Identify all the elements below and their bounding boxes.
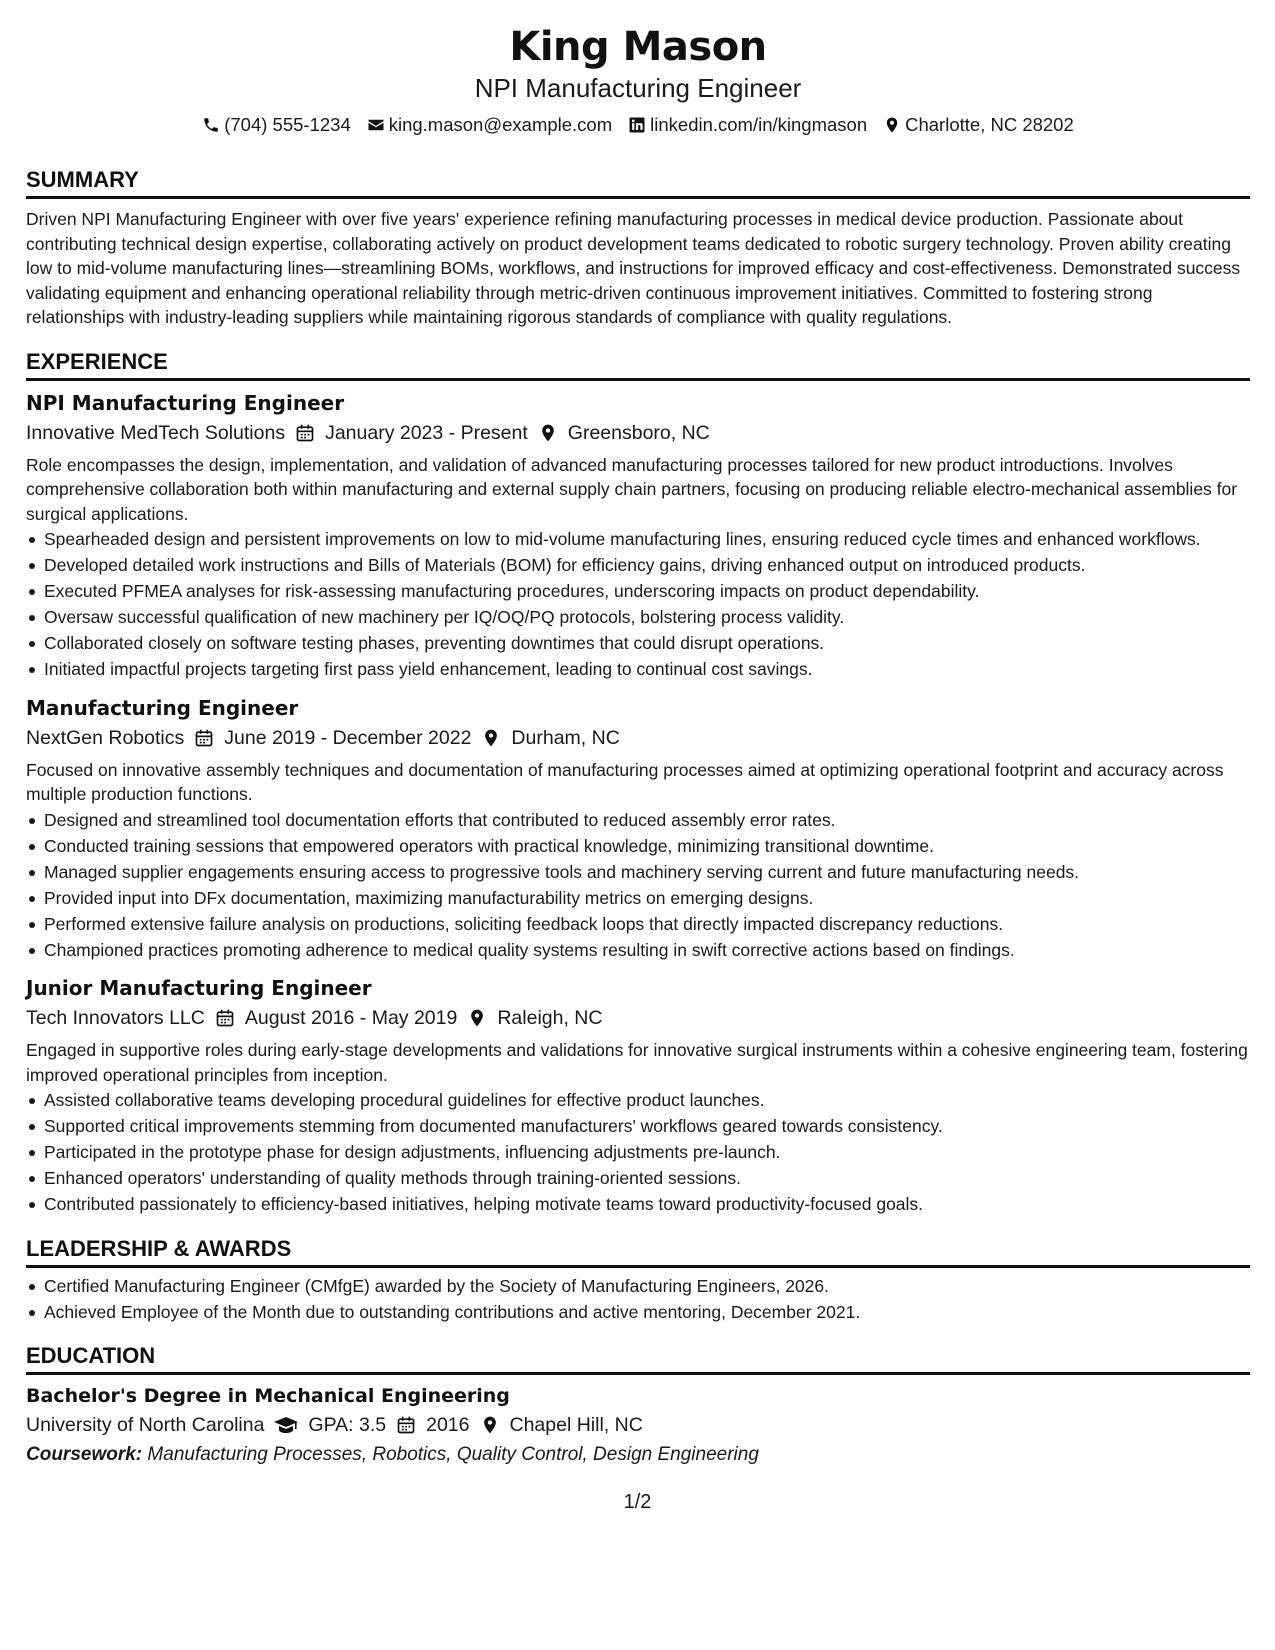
coursework-text: Manufacturing Processes, Robotics, Quality Control, Design Engineering [147,1444,759,1465]
list-item: Collaborated closely on software testing phases, preventing downtimes that could disrupt operations. [26,631,1250,656]
awards-heading: LEADERSHIP & AWARDS [26,1235,1250,1268]
awards-list [26,1274,1250,1325]
company-name: Innovative MedTech Solutions [26,421,286,444]
job-description: Focused on innovative assembly techniques and documentation of manufacturing processes aimed at optimizing operational footprint and accuracy across multiple production functions. [26,759,1224,804]
resume-page [26,22,1250,1469]
job-bullets [26,527,1250,682]
list-item: Spearheaded design and persistent improvements on low to mid-volume manufacturing lines, ensuring reduced cycle times and enhanced workflows. [26,527,1250,552]
degree-title: Bachelor's Degree in Mechanical Engineering [26,1385,510,1407]
resume-header [26,22,1250,136]
linkedin-text: linkedin.com/in/kingmason [650,114,868,135]
list-item: Managed supplier engagements ensuring access to progressive tools and machinery serving current and future manufacturing needs. [26,860,1250,885]
list-item: Performed extensive failure analysis on productions, soliciting feedback loops that directly impacted discrepancy reductions. [26,912,1250,937]
education-meta [26,1411,1250,1439]
map-marker-icon [481,728,501,748]
summary-heading: SUMMARY [26,166,1250,199]
job-entry [26,974,1250,1217]
contact-phone [202,114,351,136]
coursework-label: Coursework: [26,1444,143,1465]
company-name: Tech Innovators LLC [26,1007,205,1029]
job-title: Junior Manufacturing Engineer [26,976,372,1000]
contact-linkedin[interactable] [628,114,867,136]
calendar-icon [295,423,315,443]
graduation-year: 2016 [426,1414,470,1436]
experience-section [26,348,1250,1217]
school-name: University of North Carolina [26,1414,265,1436]
job-title: NPI Manufacturing Engineer [26,390,345,415]
job-bullets [26,808,1250,963]
location-text: Charlotte, NC 28202 [905,114,1074,135]
contact-email[interactable] [367,114,612,136]
map-marker-icon [480,1415,500,1435]
job-location: Durham, NC [511,726,620,749]
candidate-title: NPI Manufacturing Engineer [474,73,802,103]
job-dates: January 2023 - Present [325,421,528,444]
contact-bar [26,114,1250,136]
list-item: Developed detailed work instructions and Bills of Materials (BOM) for efficiency gains, driving enhanced output on introduced products. [26,553,1250,578]
list-item: Contributed passionately to efficiency-based initiatives, helping motivate teams toward productivity-focused goals. [26,1192,1250,1217]
map-marker-icon [883,116,901,134]
linkedin-icon [628,116,646,134]
education-heading: EDUCATION [26,1342,1250,1375]
list-item: Initiated impactful projects targeting first pass yield enhancement, leading to continual cost savings. [26,657,1250,682]
contact-location [883,114,1074,136]
job-meta [26,419,1250,447]
awards-section [26,1235,1250,1325]
calendar-icon [215,1008,235,1028]
job-description: Engaged in supportive roles during early-stage developments and validations for innovative surgical instruments within a cohesive engineering team, fostering improved operational principles from inception. [26,1040,1248,1085]
education-section [26,1342,1250,1469]
list-item: Conducted training sessions that empowered operators with practical knowledge, minimizing transitional downtime. [26,834,1250,859]
email-text: king.mason@example.com [388,114,613,135]
candidate-name: King Mason [509,24,767,70]
job-title: Manufacturing Engineer [26,695,299,720]
job-meta [26,724,1250,752]
list-item: Designed and streamlined tool documentation efforts that contributed to reduced assembly error rates. [26,808,1250,833]
map-marker-icon [467,1008,487,1028]
job-description: Role encompasses the design, implementation, and validation of advanced manufacturing processes tailored for new product introductions. Involves comprehensive collaboration both within manufacturing and external supply chain partners, focusing on producing reliable electro-mechanical assemblies for surgical applications. [26,454,1238,524]
list-item: Executed PFMEA analyses for risk-assessing manufacturing procedures, underscoring impacts on product dependability. [26,579,1250,604]
phone-icon [202,116,220,134]
job-bullets [26,1088,1250,1217]
job-meta [26,1004,1250,1032]
envelope-icon [367,116,385,134]
list-item: Certified Manufacturing Engineer (CMfgE) awarded by the Society of Manufacturing Engineers, 2026. [26,1274,1250,1299]
summary-text: Driven NPI Manufacturing Engineer with over five years' experience refining manufacturing processes in medical device production. Passionate about contributing technical design expertise, collaborating actively on product development teams dedicated to robotic surgery technology. Proven ability creating low to mid-volume manufacturing lines—streamlining BOMs, workflows, and instructions for improved efficacy and cost-effectiveness. Demonstrated success validating equipment and enhancing operational reliability through metric-driven continuous improvement initiatives. Committed to fostering strong relationships with industry-leading suppliers while maintaining rigorous standards of compliance with quality regulations. [26,209,1241,327]
map-marker-icon [538,423,558,443]
coursework-line [26,1441,1250,1469]
calendar-icon [396,1415,416,1435]
job-location: Greensboro, NC [567,421,710,444]
job-entry [26,694,1250,963]
phone-text: (704) 555-1234 [224,114,351,135]
list-item: Enhanced operators' understanding of quality methods through training-oriented sessions. [26,1166,1250,1191]
list-item: Achieved Employee of the Month due to outstanding contributions and active mentoring, December 2021. [26,1300,1250,1325]
gpa-text: GPA: 3.5 [308,1414,387,1436]
calendar-icon [194,728,214,748]
list-item: Assisted collaborative teams developing procedural guidelines for effective product launches. [26,1088,1250,1113]
job-dates: August 2016 - May 2019 [244,1007,458,1029]
company-name: NextGen Robotics [26,726,185,749]
job-dates: June 2019 - December 2022 [224,726,472,749]
list-item: Participated in the prototype phase for design adjustments, influencing adjustments pre-launch. [26,1140,1250,1165]
job-location: Raleigh, NC [497,1007,603,1029]
job-entry [26,389,1250,682]
list-item: Provided input into DFx documentation, maximizing manufacturability metrics on emerging designs. [26,886,1250,911]
experience-heading: EXPERIENCE [26,348,1250,381]
summary-section [26,166,1250,330]
list-item: Championed practices promoting adherence to medical quality systems resulting in swift corrective actions based on findings. [26,938,1250,963]
list-item: Supported critical improvements stemming from documented manufacturers' workflows geared towards consistency. [26,1114,1250,1139]
graduation-cap-icon [274,1415,298,1435]
list-item: Oversaw successful qualification of new machinery per IQ/OQ/PQ protocols, bolstering process validity. [26,605,1250,630]
school-location: Chapel Hill, NC [509,1414,643,1436]
page-number: 1/2 [623,1491,652,1513]
